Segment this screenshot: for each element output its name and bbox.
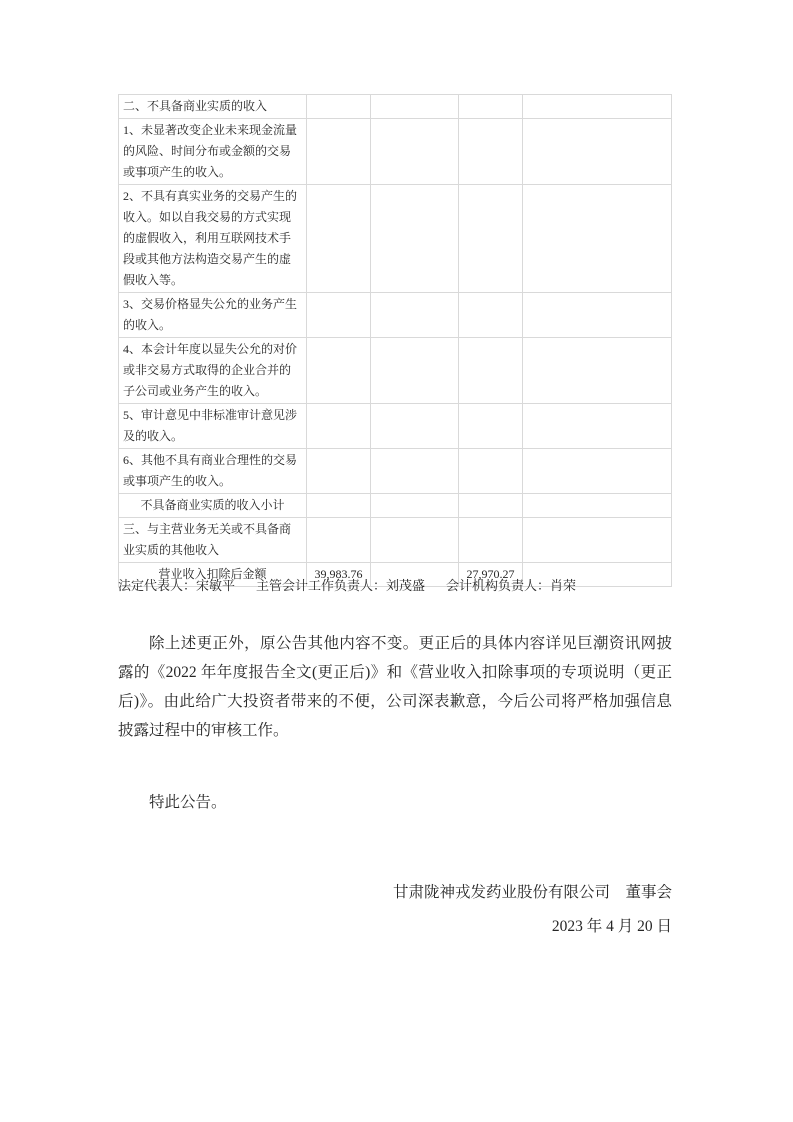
table-cell (371, 338, 459, 404)
table-cell (371, 404, 459, 449)
table-cell (523, 449, 672, 494)
table-row (119, 119, 672, 185)
table-cell-amount: 39,983.76 (307, 563, 371, 587)
table-cell (371, 185, 459, 293)
legal-representative: 法定代表人：宋敏平 (118, 578, 236, 593)
table-cell (307, 404, 371, 449)
table-cell (523, 293, 672, 338)
accounting-work-head: 主管会计工作负责人：刘茂盛 (256, 578, 426, 593)
table-cell (459, 119, 523, 185)
table-cell (523, 119, 672, 185)
table-row (119, 404, 672, 449)
row-label: 4、本会计年度以显失公允的对价或非交易方式取得的企业合并的子公司或业务产生的收入。 (119, 338, 307, 404)
table-cell (523, 338, 672, 404)
table-cell (459, 95, 523, 119)
row-label: 二、不具备商业实质的收入 (119, 95, 307, 119)
row-label: 6、其他不具有商业合理性的交易或事项产生的收入。 (119, 449, 307, 494)
table-cell-amount: 27,970.27 (459, 563, 523, 587)
table-cell (307, 338, 371, 404)
row-label: 5、审计意见中非标准审计意见涉及的收入。 (119, 404, 307, 449)
row-label: 1、未显著改变企业未来现金流量的风险、时间分布或金额的交易或事项产生的收入。 (119, 119, 307, 185)
table-cell (307, 494, 371, 518)
table-cell (371, 449, 459, 494)
company-signature: 甘肃陇神戎发药业股份有限公司 董事会 (392, 884, 672, 901)
table-cell (307, 449, 371, 494)
income-exclusion-table (118, 94, 672, 587)
table-cell (523, 494, 672, 518)
table-cell (371, 518, 459, 563)
table-cell (523, 185, 672, 293)
signatories-line (118, 577, 678, 595)
table-cell (459, 494, 523, 518)
row-label: 三、与主营业务无关或不具备商业实质的其他收入 (119, 518, 307, 563)
table-row (119, 95, 672, 119)
table-cell (371, 95, 459, 119)
table-row (119, 293, 672, 338)
table-cell (371, 494, 459, 518)
row-label: 2、不具有真实业务的交易产生的收入。如以自我交易的方式实现的虚假收入，利用互联网技术手段或其他方法构造交易产生的虚假收入等。 (119, 185, 307, 293)
table-cell (307, 518, 371, 563)
correction-paragraph: 除上述更正外，原公告其他内容不变。更正后的具体内容详见巨潮资讯网披露的《2022 年年度报告全文(更正后)》和《营业收入扣除事项的专项说明（更正后)》。由此给广大投资者带来的不便，公司深表歉意，今后公司将严格加强信息披露过程中的审核工作。 (118, 635, 672, 739)
closing-line: 特此公告。 (149, 794, 227, 811)
table-cell (307, 95, 371, 119)
table-cell (307, 185, 371, 293)
table-row (119, 518, 672, 563)
table-cell (523, 404, 672, 449)
row-label: 营业收入扣除后金额 (119, 563, 307, 587)
table-cell (459, 449, 523, 494)
table-cell (371, 293, 459, 338)
row-label: 3、交易价格显失公允的业务产生的收入。 (119, 293, 307, 338)
row-label: 不具备商业实质的收入小计 (119, 494, 307, 518)
table-cell (459, 338, 523, 404)
table-cell (523, 95, 672, 119)
table-cell (307, 293, 371, 338)
table-row (119, 338, 672, 404)
table-row (119, 185, 672, 293)
table-cell (459, 185, 523, 293)
accounting-org-head: 会计机构负责人：肖荣 (446, 578, 577, 593)
table-cell (307, 119, 371, 185)
table-cell (459, 404, 523, 449)
table-cell (459, 293, 523, 338)
table-row-subtotal (119, 494, 672, 518)
table-cell (459, 518, 523, 563)
table-cell (523, 518, 672, 563)
table-row (119, 449, 672, 494)
table-cell (371, 119, 459, 185)
signature-date: 2023 年 4 月 20 日 (551, 918, 672, 935)
